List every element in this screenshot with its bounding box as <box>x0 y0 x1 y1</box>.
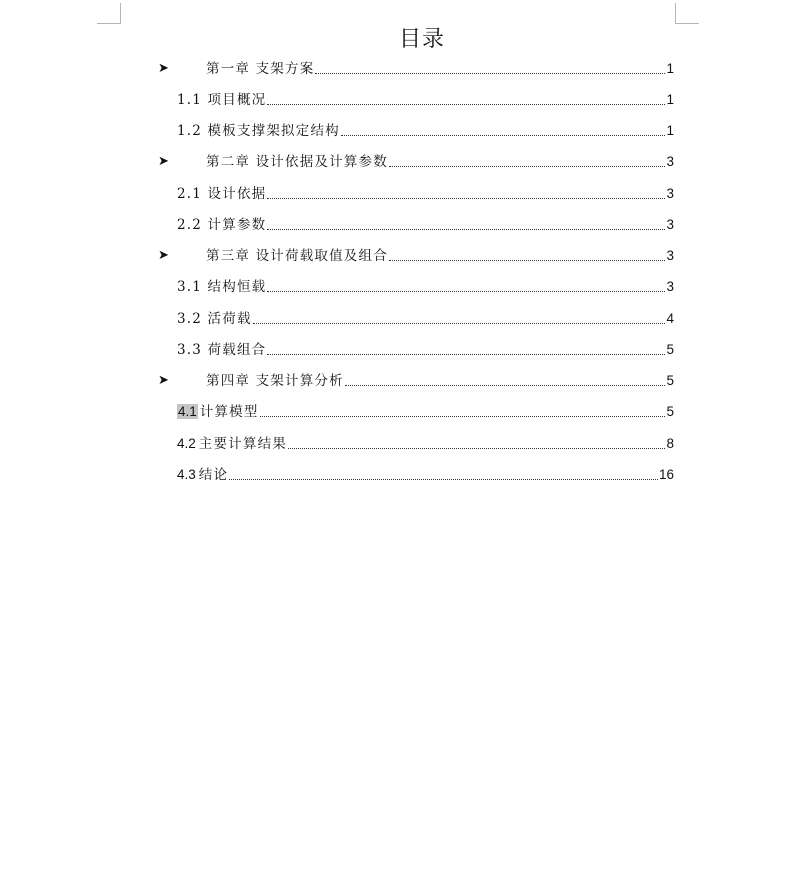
toc-section-entry[interactable] <box>158 399 674 421</box>
toc-entry-text: 主要计算结果 <box>198 436 287 452</box>
toc-entry-number: 4.2 <box>177 436 196 451</box>
toc-chapter-entry[interactable] <box>158 368 674 390</box>
arrowhead-bullet-icon: ➤ <box>158 61 169 76</box>
toc-page-number: 8 <box>666 436 674 451</box>
toc-section-entry[interactable] <box>158 337 674 359</box>
dot-leader <box>267 290 665 292</box>
toc-entry-label: 第四章 支架计算分析 <box>206 373 344 389</box>
toc-entry-label: 3.1 结构恒载 <box>177 279 267 295</box>
toc-section-entry[interactable] <box>158 274 674 296</box>
toc-page-number: 1 <box>666 92 674 107</box>
toc-page-number: 4 <box>666 311 674 326</box>
toc-page-number: 1 <box>666 123 674 138</box>
toc-page-number: 3 <box>666 186 674 201</box>
toc-entry-label: 3.2 活荷载 <box>177 311 252 327</box>
dot-leader <box>253 322 666 324</box>
toc-entry-label <box>177 403 259 421</box>
toc-section-entry[interactable] <box>158 306 674 328</box>
toc-page-number: 16 <box>658 467 674 482</box>
toc-section-entry[interactable] <box>158 462 674 484</box>
toc-entry-label: 2.2 计算参数 <box>177 217 267 233</box>
arrowhead-bullet-icon: ➤ <box>158 248 169 263</box>
toc-page-number: 5 <box>666 342 674 357</box>
toc-entry-label: 2.1 设计依据 <box>177 186 267 202</box>
dot-leader <box>267 197 665 199</box>
dot-leader <box>389 165 666 167</box>
dot-leader <box>267 103 665 105</box>
toc-page-number: 3 <box>666 154 674 169</box>
arrowhead-bullet-icon: ➤ <box>158 154 169 169</box>
toc-entry-text: 计算模型 <box>199 404 259 420</box>
toc-chapter-entry[interactable] <box>158 56 674 78</box>
dot-leader <box>288 447 666 449</box>
dot-leader <box>267 353 665 355</box>
toc-section-entry[interactable] <box>158 212 674 234</box>
toc-entry-label: 1.1 项目概况 <box>177 92 267 108</box>
toc-section-entry[interactable] <box>158 87 674 109</box>
dot-leader <box>267 228 665 230</box>
toc-section-entry[interactable] <box>158 431 674 453</box>
arrowhead-bullet-icon: ➤ <box>158 373 169 388</box>
toc-page-number: 3 <box>666 217 674 232</box>
toc-page-number: 3 <box>666 279 674 294</box>
toc-chapter-entry[interactable] <box>158 149 674 171</box>
toc-entry-label: 第一章 支架方案 <box>206 61 315 77</box>
toc-entry-label: 第二章 设计依据及计算参数 <box>206 154 388 170</box>
dot-leader <box>260 415 666 417</box>
dot-leader <box>229 478 658 480</box>
dot-leader <box>345 384 666 386</box>
toc-page-number: 5 <box>666 373 674 388</box>
toc-entry-label <box>177 466 228 484</box>
toc-entry-number: 4.1 <box>178 404 197 419</box>
toc-entry-label <box>177 435 287 453</box>
toc-entry-number: 4.3 <box>177 467 196 482</box>
toc-entry-label: 第三章 设计荷载取值及组合 <box>206 248 388 264</box>
toc-entry-label: 3.3 荷载组合 <box>177 342 267 358</box>
toc-section-entry[interactable] <box>158 118 674 140</box>
toc-chapter-entry[interactable] <box>158 243 674 265</box>
toc-page-number: 3 <box>666 248 674 263</box>
toc-entry-text: 结论 <box>198 467 229 483</box>
toc-page-number: 1 <box>666 61 674 76</box>
toc-section-entry[interactable] <box>158 181 674 203</box>
toc-entry-label: 1.2 模板支撑架拟定结构 <box>177 123 340 139</box>
dot-leader <box>389 259 666 261</box>
dot-leader <box>315 72 665 74</box>
toc-title: 目录 <box>398 27 445 52</box>
toc-page-number: 5 <box>666 404 674 419</box>
dot-leader <box>341 134 666 136</box>
